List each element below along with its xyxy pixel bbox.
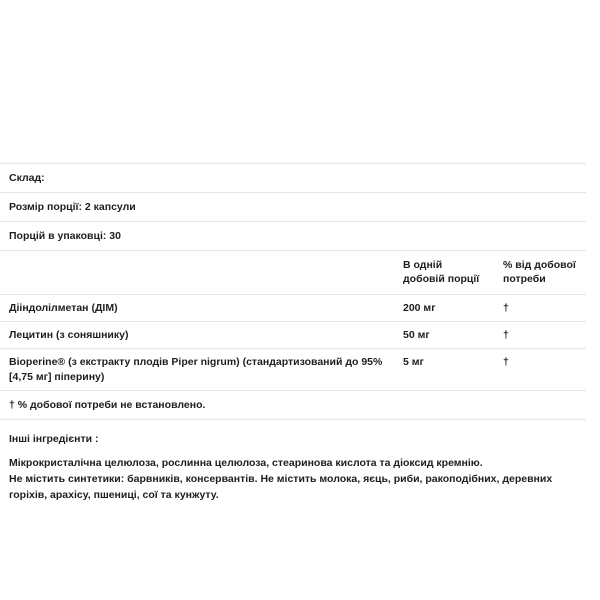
composition-title: Склад: [0, 164, 586, 193]
supplement-facts-panel [0, 163, 586, 504]
table-row-column-headers [0, 251, 586, 295]
ingredient-daily-value: † [494, 322, 586, 349]
table-row-footnote [0, 390, 586, 419]
ingredient-daily-value: † [494, 295, 586, 322]
other-ingredients-body [0, 446, 586, 504]
ingredient-daily-value: † [494, 349, 586, 390]
column-header-amount-per-serving: В одній добовій порції [394, 251, 494, 295]
column-header-percent-daily-value: % від добової потреби [494, 251, 586, 295]
other-ingredients-line-1: Мікрокристалічна целюлоза, рослинна целюлоза, стеаринова кислота та діоксид кремнію. [9, 456, 483, 469]
ingredient-amount: 200 мг [394, 295, 494, 322]
daily-value-footnote: † % добової потреби не встановлено. [0, 390, 586, 419]
ingredient-name: Дііндолілметан (ДІМ) [0, 295, 394, 322]
other-ingredients-line-2: Не містить синтетики: барвників, консервантів. Не містить молока, яєць, риби, ракоподібних, деревних горіхів, арахісу, пшениці, сої та кунжуту. [9, 473, 553, 502]
ingredient-name: Bioperine® (з екстракту плодів Piper nigrum) (стандартизований до 95% [4,75 мг] піперину) [0, 349, 394, 390]
table-row-serving-size [0, 193, 586, 222]
table-row [0, 322, 586, 349]
ingredient-amount: 50 мг [394, 322, 494, 349]
ingredient-name: Лецитин (з соняшнику) [0, 322, 394, 349]
ingredient-amount: 5 мг [394, 349, 494, 390]
serving-size-text: Розмір порції: 2 капсули [0, 193, 586, 222]
column-header-name [0, 251, 394, 295]
servings-per-container-text: Порцій в упаковці: 30 [0, 222, 586, 251]
table-row [0, 295, 586, 322]
table-row-composition-title [0, 164, 586, 193]
table-row [0, 349, 586, 390]
table-row-servings-per-container [0, 222, 586, 251]
supplement-facts-table [0, 163, 586, 420]
other-ingredients-heading: Інші інгредієнти : [9, 432, 99, 445]
